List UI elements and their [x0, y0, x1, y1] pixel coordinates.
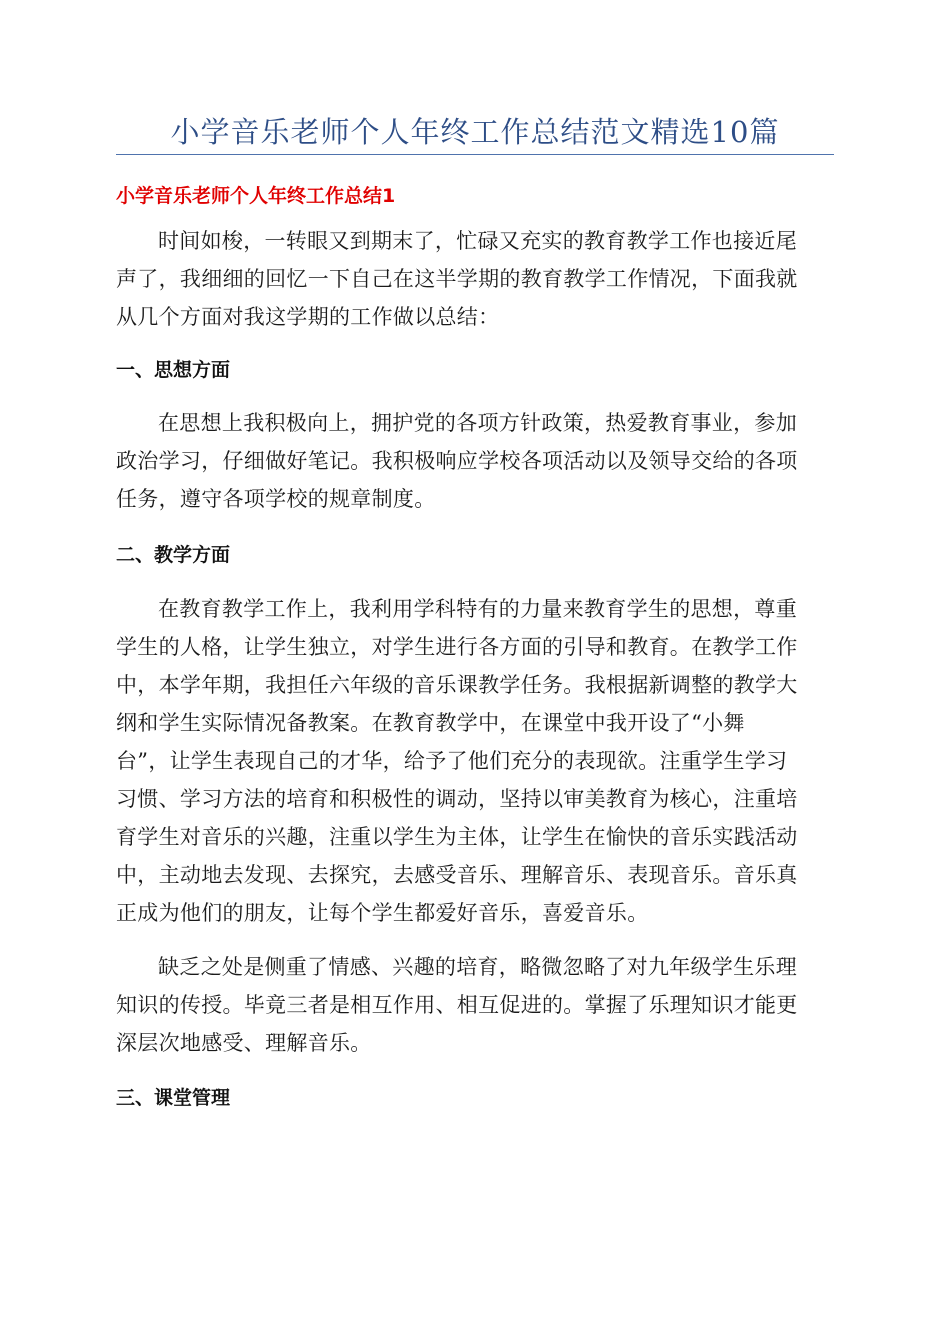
section-title: 小学音乐老师个人年终工作总结1	[116, 185, 396, 207]
paragraph-line: 政治学习，仔细做好笔记。我积极响应学校各项活动以及领导交给的各项	[116, 449, 798, 473]
paragraph-line: 时间如梭，一转眼又到期末了，忙碌又充实的教育教学工作也接近尾	[158, 229, 797, 253]
paragraph-line: 任务，遵守各项学校的规章制度。	[116, 487, 436, 511]
title-underline	[116, 154, 834, 155]
ideology-paragraph	[116, 404, 836, 518]
paragraph-line: 中，主动地去发现、去探究，去感受音乐、理解音乐、表现音乐。音乐真	[116, 863, 798, 887]
intro-paragraph	[116, 222, 836, 336]
paragraph-line: 正成为他们的朋友，让每个学生都爱好音乐，喜爱音乐。	[116, 901, 649, 925]
paragraph-line: 深层次地感受、理解音乐。	[116, 1031, 372, 1055]
teaching-paragraph	[116, 590, 836, 932]
heading-teaching: 二、教学方面	[116, 544, 231, 566]
heading-classroom-management: 三、课堂管理	[116, 1087, 231, 1109]
paragraph-line: 知识的传授。毕竟三者是相互作用、相互促进的。掌握了乐理知识才能更	[116, 993, 798, 1017]
paragraph-line: 中，本学年期，我担任六年级的音乐课教学任务。我根据新调整的教学大	[116, 673, 798, 697]
paragraph-line: 育学生对音乐的兴趣，注重以学生为主体，让学生在愉快的音乐实践活动	[116, 825, 798, 849]
paragraph-line: 声了，我细细的回忆一下自己在这半学期的教育教学工作情况，下面我就	[116, 267, 798, 291]
paragraph-line: 学生的人格，让学生独立，对学生进行各方面的引导和教育。在教学工作	[116, 635, 798, 659]
paragraph-line: 从几个方面对我这学期的工作做以总结：	[116, 305, 500, 329]
paragraph-line: 在教育教学工作上，我利用学科特有的力量来教育学生的思想，尊重	[158, 597, 797, 621]
paragraph-line: 习惯、学习方法的培育和积极性的调动，坚持以审美教育为核心，注重培	[116, 787, 798, 811]
paragraph-line: 纲和学生实际情况备教案。在教育教学中，在课堂中我开设了“小舞	[116, 711, 745, 735]
paragraph-line: 台”，让学生表现自己的才华，给予了他们充分的表现欲。注重学生学习	[116, 749, 788, 773]
heading-ideology: 一、思想方面	[116, 359, 231, 381]
paragraph-line: 在思想上我积极向上，拥护党的各项方针政策，热爱教育事业，参加	[158, 411, 797, 435]
paragraph-line: 缺乏之处是侧重了情感、兴趣的培育，略微忽略了对九年级学生乐理	[158, 955, 797, 979]
shortcomings-paragraph	[116, 948, 836, 1062]
document-title: 小学音乐老师个人年终工作总结范文精选10篇	[170, 115, 780, 149]
